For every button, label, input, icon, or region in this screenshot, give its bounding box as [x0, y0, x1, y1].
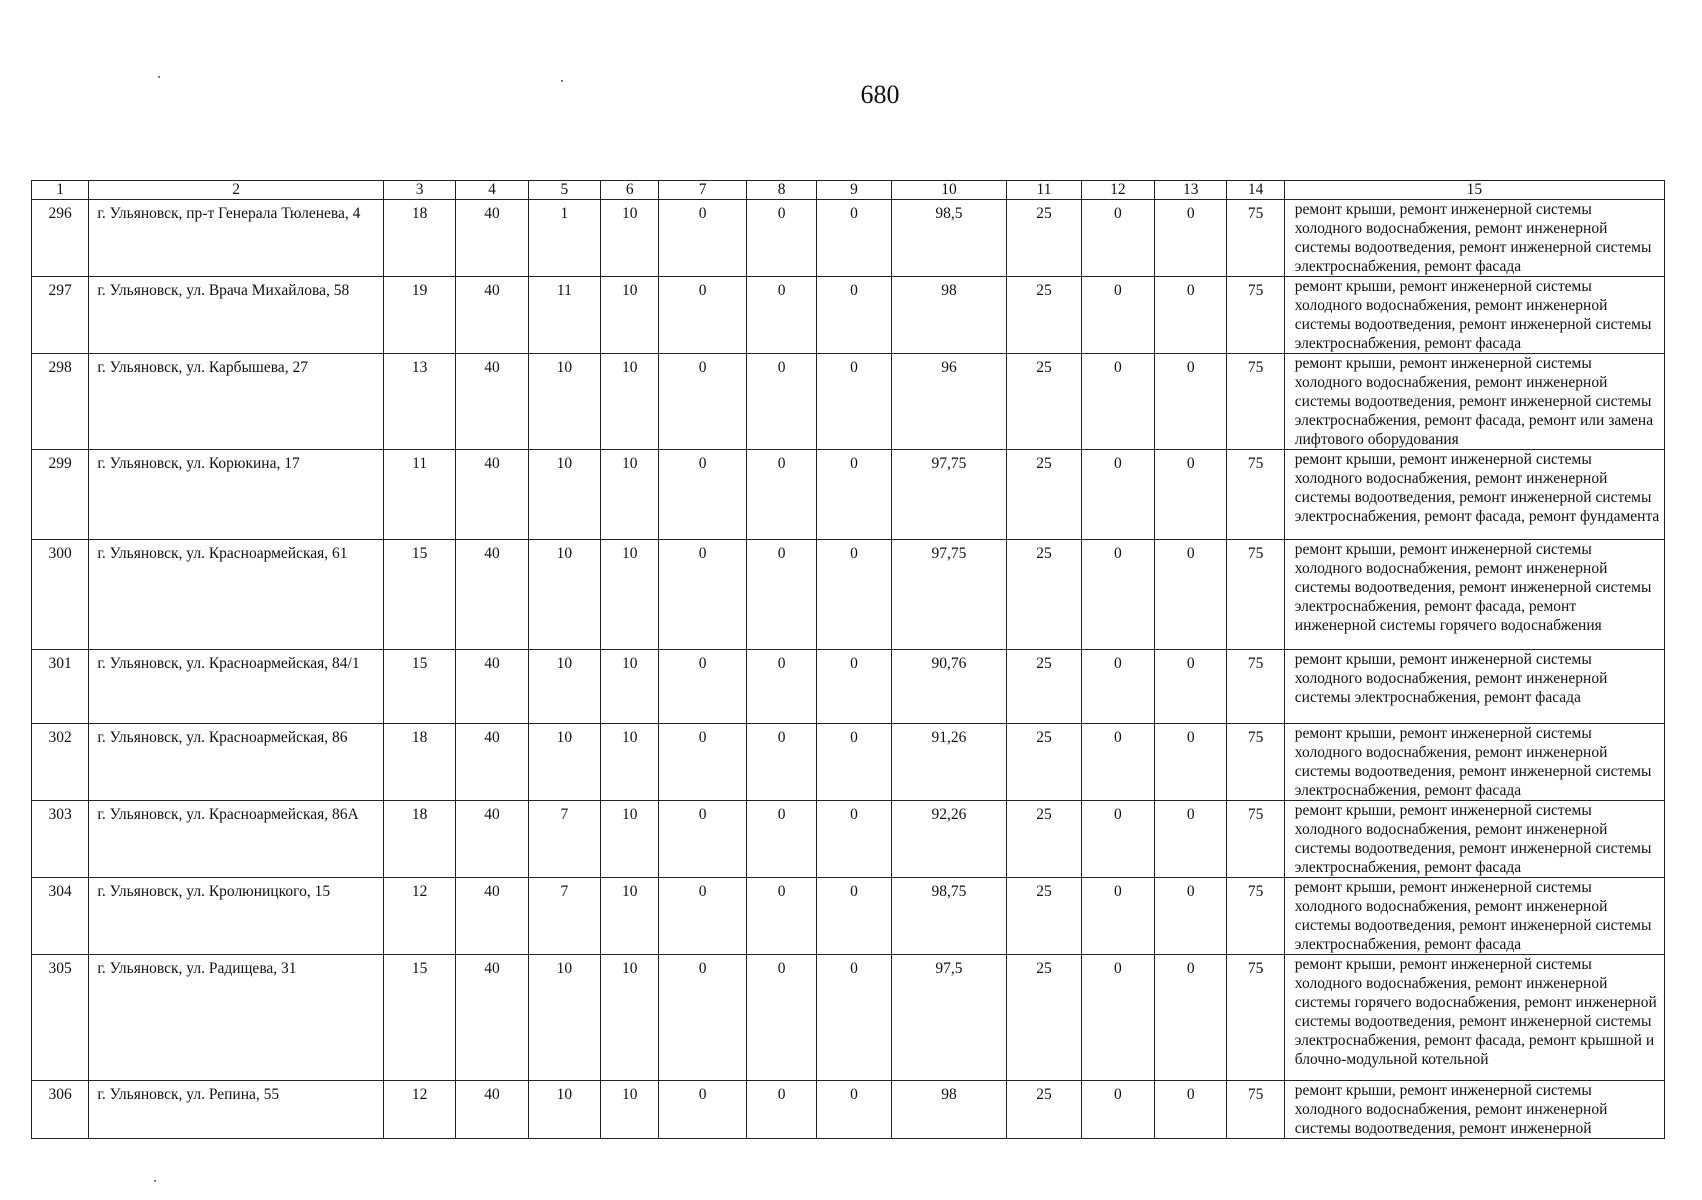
- value-cell-col-13: 0: [1155, 724, 1227, 801]
- value-cell-col-13: 0: [1155, 200, 1227, 277]
- value-cell-col-9: 0: [817, 450, 891, 540]
- value-cell-col-3: 18: [383, 724, 455, 801]
- value-cell-col-6: 10: [601, 1081, 659, 1139]
- value-cell-col-9: 0: [817, 540, 891, 650]
- value-cell-col-6: 10: [601, 200, 659, 277]
- row-number-cell: 306: [32, 1081, 89, 1139]
- value-cell-col-9: 0: [817, 354, 891, 450]
- value-cell-col-3: 15: [383, 650, 455, 724]
- value-cell-col-13: 0: [1155, 277, 1227, 354]
- works-list-cell: ремонт крыши, ремонт инженерной системы холодного водоснабжения, ремонт инженерной системы горячего водоснабжения, ремонт инженерной системы водоотведения, ремонт инженерной системы электроснабжения, ремонт фасада, ремонт крышной и блочно-модульной котельной: [1284, 955, 1664, 1081]
- value-cell-col-9: 0: [817, 801, 891, 878]
- value-cell-col-9: 0: [817, 724, 891, 801]
- works-list-cell: ремонт крыши, ремонт инженерной системы холодного водоснабжения, ремонт инженерной системы водоотведения, ремонт инженерной системы электроснабжения, ремонт фасада: [1284, 200, 1664, 277]
- value-cell-col-11: 25: [1007, 650, 1081, 724]
- value-cell-col-3: 12: [383, 878, 455, 955]
- address-cell: г. Ульяновск, ул. Репина, 55: [89, 1081, 384, 1139]
- works-list-cell: ремонт крыши, ремонт инженерной системы холодного водоснабжения, ремонт инженерной системы водоотведения, ремонт инженерной системы электроснабжения, ремонт фасада: [1284, 277, 1664, 354]
- row-number-cell: 301: [32, 650, 89, 724]
- value-cell-col-5: 11: [528, 277, 600, 354]
- value-cell-col-6: 10: [601, 955, 659, 1081]
- value-cell-col-7: 0: [659, 801, 746, 878]
- value-cell-col-11: 25: [1007, 450, 1081, 540]
- value-cell-col-4: 40: [456, 878, 528, 955]
- value-cell-col-6: 10: [601, 450, 659, 540]
- value-cell-col-11: 25: [1007, 354, 1081, 450]
- value-cell-col-10: 92,26: [891, 801, 1007, 878]
- scan-speck: [154, 1180, 156, 1182]
- value-cell-col-6: 10: [601, 801, 659, 878]
- value-cell-col-4: 40: [456, 801, 528, 878]
- address-cell: г. Ульяновск, ул. Кролюницкого, 15: [89, 878, 384, 955]
- value-cell-col-12: 0: [1081, 1081, 1154, 1139]
- address-cell: г. Ульяновск, ул. Корюкина, 17: [89, 450, 384, 540]
- value-cell-col-7: 0: [659, 354, 746, 450]
- value-cell-col-9: 0: [817, 650, 891, 724]
- value-cell-col-4: 40: [456, 650, 528, 724]
- value-cell-col-5: 10: [528, 955, 600, 1081]
- value-cell-col-6: 10: [601, 354, 659, 450]
- scan-speck: [158, 76, 160, 78]
- value-cell-col-8: 0: [746, 1081, 816, 1139]
- value-cell-col-10: 98,75: [891, 878, 1007, 955]
- value-cell-col-14: 75: [1227, 801, 1284, 878]
- value-cell-col-14: 75: [1227, 200, 1284, 277]
- works-list-cell: ремонт крыши, ремонт инженерной системы холодного водоснабжения, ремонт инженерной системы водоотведения, ремонт инженерной системы электроснабжения, ремонт фасада, ремонт инженерной системы горячего водоснабжения: [1284, 540, 1664, 650]
- value-cell-col-5: 7: [528, 801, 600, 878]
- address-cell: г. Ульяновск, ул. Красноармейская, 86: [89, 724, 384, 801]
- works-list-cell: ремонт крыши, ремонт инженерной системы холодного водоснабжения, ремонт инженерной системы водоотведения, ремонт инженерной системы электроснабжения, ремонт фасада, ремонт фундамента: [1284, 450, 1664, 540]
- column-header-13: 13: [1155, 181, 1227, 200]
- table-row: [32, 277, 1665, 354]
- value-cell-col-10: 91,26: [891, 724, 1007, 801]
- value-cell-col-13: 0: [1155, 450, 1227, 540]
- value-cell-col-4: 40: [456, 200, 528, 277]
- value-cell-col-3: 13: [383, 354, 455, 450]
- value-cell-col-7: 0: [659, 200, 746, 277]
- table-row: [32, 955, 1665, 1081]
- value-cell-col-6: 10: [601, 878, 659, 955]
- table-row: [32, 801, 1665, 878]
- value-cell-col-10: 97,75: [891, 450, 1007, 540]
- value-cell-col-8: 0: [746, 878, 816, 955]
- address-cell: г. Ульяновск, ул. Карбышева, 27: [89, 354, 384, 450]
- value-cell-col-5: 7: [528, 878, 600, 955]
- value-cell-col-10: 98: [891, 277, 1007, 354]
- column-header-12: 12: [1081, 181, 1154, 200]
- value-cell-col-8: 0: [746, 354, 816, 450]
- value-cell-col-9: 0: [817, 878, 891, 955]
- works-list-cell: ремонт крыши, ремонт инженерной системы холодного водоснабжения, ремонт инженерной системы водоотведения, ремонт инженерной системы электроснабжения, ремонт фасада: [1284, 878, 1664, 955]
- row-number-cell: 298: [32, 354, 89, 450]
- value-cell-col-4: 40: [456, 1081, 528, 1139]
- value-cell-col-6: 10: [601, 724, 659, 801]
- value-cell-col-8: 0: [746, 801, 816, 878]
- row-number-cell: 305: [32, 955, 89, 1081]
- value-cell-col-3: 19: [383, 277, 455, 354]
- column-header-10: 10: [891, 181, 1007, 200]
- value-cell-col-12: 0: [1081, 650, 1154, 724]
- table-row: [32, 878, 1665, 955]
- value-cell-col-10: 97,5: [891, 955, 1007, 1081]
- value-cell-col-6: 10: [601, 540, 659, 650]
- value-cell-col-10: 98: [891, 1081, 1007, 1139]
- works-list-cell: ремонт крыши, ремонт инженерной системы холодного водоснабжения, ремонт инженерной системы водоотведения, ремонт инженерной системы электроснабжения, ремонт фасада, ремонт или замена лифтового оборудования: [1284, 354, 1664, 450]
- value-cell-col-7: 0: [659, 724, 746, 801]
- value-cell-col-14: 75: [1227, 650, 1284, 724]
- address-cell: г. Ульяновск, ул. Красноармейская, 84/1: [89, 650, 384, 724]
- column-header-2: 2: [89, 181, 384, 200]
- value-cell-col-11: 25: [1007, 540, 1081, 650]
- table-row: [32, 200, 1665, 277]
- value-cell-col-8: 0: [746, 650, 816, 724]
- value-cell-col-4: 40: [456, 450, 528, 540]
- value-cell-col-5: 10: [528, 650, 600, 724]
- value-cell-col-14: 75: [1227, 277, 1284, 354]
- value-cell-col-3: 18: [383, 200, 455, 277]
- column-header-9: 9: [817, 181, 891, 200]
- value-cell-col-12: 0: [1081, 540, 1154, 650]
- column-header-5: 5: [528, 181, 600, 200]
- value-cell-col-3: 11: [383, 450, 455, 540]
- value-cell-col-10: 98,5: [891, 200, 1007, 277]
- value-cell-col-11: 25: [1007, 878, 1081, 955]
- column-header-14: 14: [1227, 181, 1284, 200]
- value-cell-col-13: 0: [1155, 650, 1227, 724]
- row-number-cell: 304: [32, 878, 89, 955]
- works-list-cell: ремонт крыши, ремонт инженерной системы холодного водоснабжения, ремонт инженерной системы водоотведения, ремонт инженерной системы электроснабжения, ремонт фасада: [1284, 801, 1664, 878]
- address-cell: г. Ульяновск, ул. Врача Михайлова, 58: [89, 277, 384, 354]
- column-header-11: 11: [1007, 181, 1081, 200]
- value-cell-col-5: 10: [528, 1081, 600, 1139]
- value-cell-col-11: 25: [1007, 1081, 1081, 1139]
- column-header-7: 7: [659, 181, 746, 200]
- column-header-8: 8: [746, 181, 816, 200]
- value-cell-col-3: 15: [383, 955, 455, 1081]
- value-cell-col-14: 75: [1227, 354, 1284, 450]
- value-cell-col-13: 0: [1155, 354, 1227, 450]
- column-header-3: 3: [383, 181, 455, 200]
- row-number-cell: 296: [32, 200, 89, 277]
- value-cell-col-5: 10: [528, 724, 600, 801]
- value-cell-col-13: 0: [1155, 878, 1227, 955]
- value-cell-col-4: 40: [456, 540, 528, 650]
- value-cell-col-8: 0: [746, 955, 816, 1081]
- value-cell-col-10: 90,76: [891, 650, 1007, 724]
- value-cell-col-7: 0: [659, 277, 746, 354]
- value-cell-col-11: 25: [1007, 801, 1081, 878]
- value-cell-col-4: 40: [456, 354, 528, 450]
- value-cell-col-5: 1: [528, 200, 600, 277]
- value-cell-col-7: 0: [659, 450, 746, 540]
- value-cell-col-8: 0: [746, 724, 816, 801]
- row-number-cell: 302: [32, 724, 89, 801]
- value-cell-col-6: 10: [601, 650, 659, 724]
- value-cell-col-11: 25: [1007, 200, 1081, 277]
- column-header-1: 1: [32, 181, 89, 200]
- value-cell-col-13: 0: [1155, 955, 1227, 1081]
- value-cell-col-8: 0: [746, 540, 816, 650]
- column-header-6: 6: [601, 181, 659, 200]
- value-cell-col-8: 0: [746, 200, 816, 277]
- table-row: [32, 354, 1665, 450]
- works-list-cell: ремонт крыши, ремонт инженерной системы холодного водоснабжения, ремонт инженерной системы водоотведения, ремонт инженерной: [1284, 1081, 1664, 1139]
- works-list-cell: ремонт крыши, ремонт инженерной системы холодного водоснабжения, ремонт инженерной системы электроснабжения, ремонт фасада: [1284, 650, 1664, 724]
- value-cell-col-9: 0: [817, 200, 891, 277]
- value-cell-col-9: 0: [817, 955, 891, 1081]
- value-cell-col-7: 0: [659, 540, 746, 650]
- value-cell-col-14: 75: [1227, 450, 1284, 540]
- value-cell-col-13: 0: [1155, 801, 1227, 878]
- table-row: [32, 650, 1665, 724]
- value-cell-col-10: 97,75: [891, 540, 1007, 650]
- value-cell-col-14: 75: [1227, 955, 1284, 1081]
- address-cell: г. Ульяновск, пр-т Генерала Тюленева, 4: [89, 200, 384, 277]
- value-cell-col-14: 75: [1227, 540, 1284, 650]
- value-cell-col-5: 10: [528, 354, 600, 450]
- value-cell-col-5: 10: [528, 540, 600, 650]
- value-cell-col-5: 10: [528, 450, 600, 540]
- value-cell-col-7: 0: [659, 878, 746, 955]
- value-cell-col-4: 40: [456, 277, 528, 354]
- value-cell-col-13: 0: [1155, 1081, 1227, 1139]
- table-body: [32, 200, 1665, 1139]
- address-cell: г. Ульяновск, ул. Красноармейская, 86А: [89, 801, 384, 878]
- value-cell-col-12: 0: [1081, 277, 1154, 354]
- works-list-cell: ремонт крыши, ремонт инженерной системы холодного водоснабжения, ремонт инженерной системы водоотведения, ремонт инженерной системы электроснабжения, ремонт фасада: [1284, 724, 1664, 801]
- row-number-cell: 299: [32, 450, 89, 540]
- value-cell-col-8: 0: [746, 277, 816, 354]
- value-cell-col-12: 0: [1081, 724, 1154, 801]
- value-cell-col-3: 15: [383, 540, 455, 650]
- table-row: [32, 724, 1665, 801]
- row-number-cell: 300: [32, 540, 89, 650]
- value-cell-col-12: 0: [1081, 450, 1154, 540]
- value-cell-col-12: 0: [1081, 955, 1154, 1081]
- value-cell-col-12: 0: [1081, 801, 1154, 878]
- table-row: [32, 540, 1665, 650]
- value-cell-col-14: 75: [1227, 878, 1284, 955]
- value-cell-col-11: 25: [1007, 955, 1081, 1081]
- value-cell-col-13: 0: [1155, 540, 1227, 650]
- value-cell-col-14: 75: [1227, 724, 1284, 801]
- value-cell-col-12: 0: [1081, 878, 1154, 955]
- value-cell-col-9: 0: [817, 1081, 891, 1139]
- row-number-cell: 297: [32, 277, 89, 354]
- value-cell-col-12: 0: [1081, 354, 1154, 450]
- value-cell-col-3: 18: [383, 801, 455, 878]
- header-row: [32, 181, 1665, 200]
- value-cell-col-7: 0: [659, 955, 746, 1081]
- value-cell-col-9: 0: [817, 277, 891, 354]
- value-cell-col-4: 40: [456, 724, 528, 801]
- column-header-4: 4: [456, 181, 528, 200]
- value-cell-col-11: 25: [1007, 724, 1081, 801]
- address-cell: г. Ульяновск, ул. Красноармейская, 61: [89, 540, 384, 650]
- column-header-15: 15: [1284, 181, 1664, 200]
- value-cell-col-6: 10: [601, 277, 659, 354]
- value-cell-col-3: 12: [383, 1081, 455, 1139]
- value-cell-col-12: 0: [1081, 200, 1154, 277]
- repair-program-table: [31, 180, 1665, 1139]
- value-cell-col-10: 96: [891, 354, 1007, 450]
- value-cell-col-7: 0: [659, 650, 746, 724]
- value-cell-col-11: 25: [1007, 277, 1081, 354]
- row-number-cell: 303: [32, 801, 89, 878]
- value-cell-col-8: 0: [746, 450, 816, 540]
- address-cell: г. Ульяновск, ул. Радищева, 31: [89, 955, 384, 1081]
- value-cell-col-4: 40: [456, 955, 528, 1081]
- table-row: [32, 450, 1665, 540]
- table-row: [32, 1081, 1665, 1139]
- value-cell-col-7: 0: [659, 1081, 746, 1139]
- page-number: 680: [860, 80, 900, 109]
- value-cell-col-14: 75: [1227, 1081, 1284, 1139]
